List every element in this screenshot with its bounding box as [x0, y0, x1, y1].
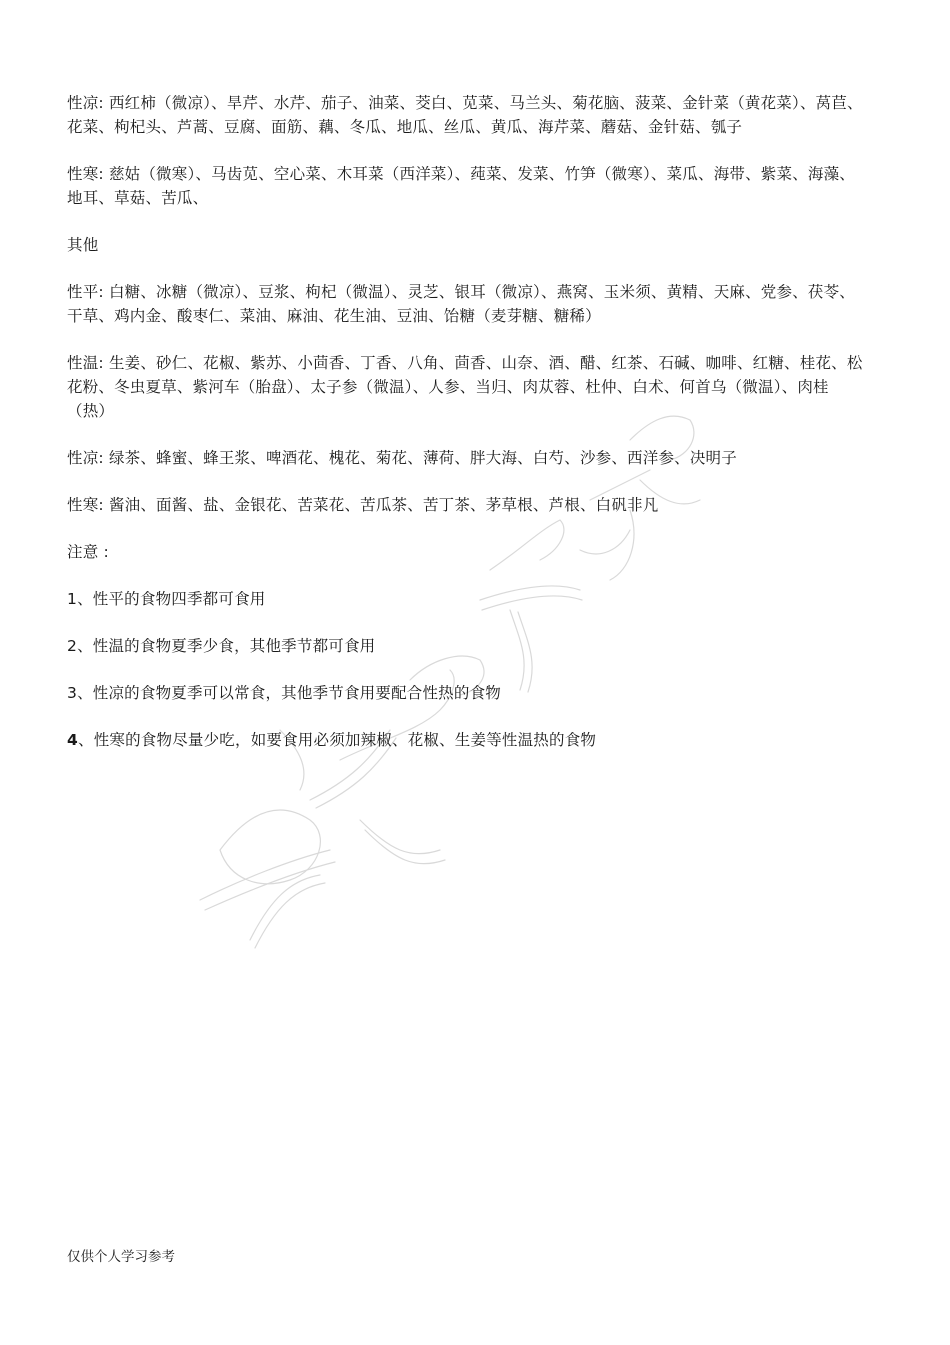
document-body [67, 91, 867, 775]
note-item-3 [67, 681, 867, 705]
note-number: 2 [67, 637, 78, 655]
other-heading: 其他 [67, 236, 99, 254]
note-number: 4 [67, 731, 78, 749]
note-item-4 [67, 728, 867, 752]
vegetable-cool-paragraph: 性凉: 西红柿（微凉）、旱芹、水芹、茄子、油菜、茭白、苋菜、马兰头、菊花脑、菠菜、金针菜（黄花菜）、莴苣、花菜、枸杞头、芦蒿、豆腐、面筋、藕、冬瓜、地瓜、丝瓜、黄瓜、海芹菜、蘑菇、金针菇、瓠子 [67, 94, 863, 136]
note-number: 3 [67, 684, 78, 702]
note-item-1 [67, 587, 867, 611]
note-item-2 [67, 634, 867, 658]
page-footer: 仅供个人学习参考 [67, 1249, 175, 1265]
note-text: 、性凉的食物夏季可以常食，其他季节食用要配合性热的食物 [77, 684, 501, 702]
note-text: 、性温的食物夏季少食，其他季节都可食用 [77, 637, 376, 655]
note-number: 1 [67, 590, 78, 608]
note-text: 、性寒的食物尽量少吃，如要食用必须加辣椒、花椒、生姜等性温热的食物 [78, 731, 597, 749]
other-warm-paragraph: 性温: 生姜、砂仁、花椒、紫苏、小茴香、丁香、八角、茴香、山奈、酒、醋、红茶、石碱、咖啡、红糖、桂花、松花粉、冬虫夏草、紫河车（胎盘）、太子参（微温）、人参、当归、肉苁蓉、杜仲、白术、何首乌（微温）、肉桂（热） [67, 354, 863, 420]
other-cool-paragraph: 性凉: 绿茶、蜂蜜、蜂王浆、啤酒花、槐花、菊花、薄荷、胖大海、白芍、沙参、西洋参、决明子 [67, 449, 737, 467]
other-neutral-paragraph: 性平: 白糖、冰糖（微凉）、豆浆、枸杞（微温）、灵芝、银耳（微凉）、燕窝、玉米须、黄精、天麻、党参、茯苓、干草、鸡内金、酸枣仁、菜油、麻油、花生油、豆油、饴糖（麦芽糖、糖稀） [67, 283, 856, 325]
other-cold-paragraph: 性寒: 酱油、面酱、盐、金银花、苦菜花、苦瓜茶、苦丁茶、茅草根、芦根、白矾非凡 [67, 496, 659, 514]
notes-heading: 注意 : [67, 543, 109, 561]
note-text: 、性平的食物四季都可食用 [77, 590, 266, 608]
vegetable-cold-paragraph: 性寒: 慈姑（微寒）、马齿苋、空心菜、木耳菜（西洋菜）、莼菜、发菜、竹笋（微寒）、菜瓜、海带、紫菜、海藻、地耳、草菇、苦瓜、 [67, 165, 856, 207]
